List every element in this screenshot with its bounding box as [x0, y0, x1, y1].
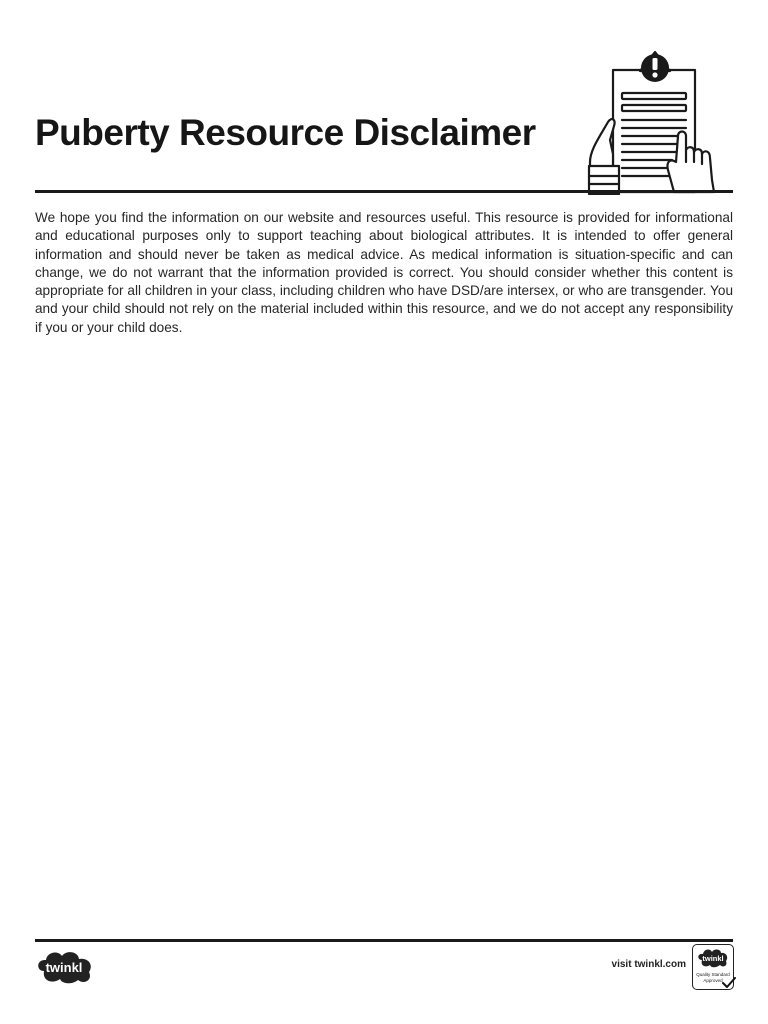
twinkl-logo — [34, 947, 96, 987]
badge-logo-text: twinkl — [702, 954, 724, 963]
page-title: Puberty Resource Disclaimer — [35, 112, 536, 153]
logo-text: twinkl — [45, 960, 83, 975]
footer-divider — [35, 939, 733, 942]
badge-twinkl-logo — [696, 947, 730, 969]
header-divider — [35, 190, 733, 193]
disclaimer-text: We hope you find the information on our website and resources useful. This resource is provided for informational and educational purposes only to support teaching about biological attributes. It is intended to offer general information and should never be taken as medical advice. As medical information is situation-specific and can change, we do not warrant that the information provided is correct. You should consider whether this content is appropriate for all children in your class, including children who have DSD/are intersex, or who are transgender. You and your child should not rely on the material included within this resource, and we do not accept any responsibility if you or your child does. — [35, 210, 733, 335]
quality-standard-badge — [692, 944, 734, 990]
checkmark-icon — [722, 977, 736, 989]
badge-line-2: Approved — [703, 978, 723, 983]
visit-twinkl-link[interactable]: visit twinkl.com — [611, 959, 686, 970]
badge-line-1: Quality Standard — [696, 972, 730, 977]
clipboard-warning-hand-icon — [586, 50, 718, 195]
